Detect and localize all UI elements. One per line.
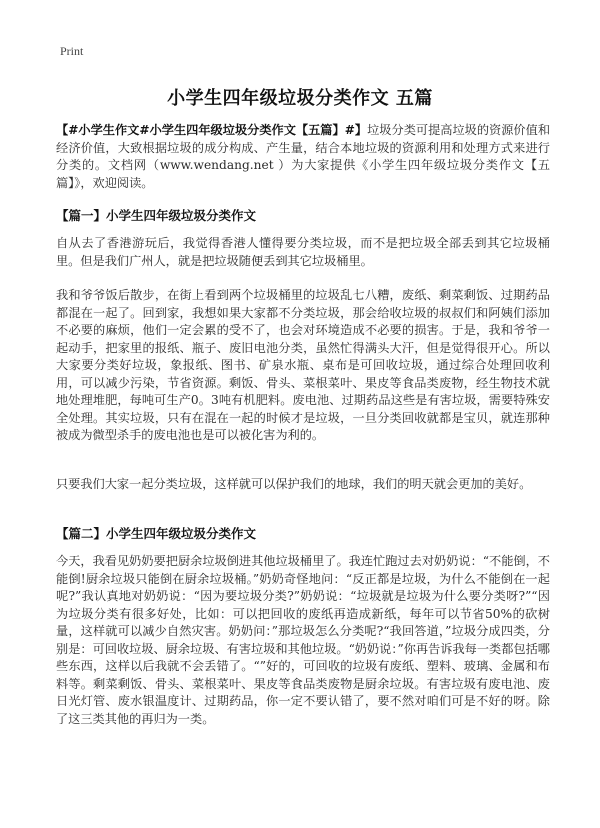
section-1-paragraph-1: 自从去了香港游玩后，我觉得香港人懂得要分类垃圾，而不是把垃圾全部丢到其它垃圾桶里。但是我们广州人，就是把垃圾随便丢到其它垃圾桶里。 bbox=[56, 236, 550, 268]
print-label: Print bbox=[60, 44, 84, 58]
section-heading-2: 【篇二】小学生四年级垃圾分类作文 bbox=[56, 526, 257, 541]
section-heading-1: 【篇一】小学生四年级垃圾分类作文 bbox=[56, 208, 257, 223]
intro-text: 垃圾分类可提高垃圾的资源价值和经济价值，大致根据垃圾的成分构成、产生量，结合本地垃圾的资源利用和处理方式来进行分类的。文档网（www.wendang.net ）为大家提供《小学生四年级垃圾分类作文【五篇】》，欢迎阅读。 bbox=[56, 123, 551, 190]
section-2-paragraph-1: 今天，我看见奶奶要把厨余垃圾倒进其他垃圾桶里了。我连忙跑过去对奶奶说：“不能倒，不能倒!厨余垃圾只能倒在厨余垃圾桶。”奶奶奇怪地问：“反正都是垃圾，为什么不能倒在一起呢?”我认真地对奶奶说：“因为要垃圾分类?”奶奶说：“垃圾就是垃圾为什么要分类呀?”“因为垃圾分类有很多好处，比如：可以把回收的废纸再造成新纸，每年可以节省50%的砍树量，这样就可以减少自然灾害。奶奶问：”那垃圾怎么分类呢?“我回答道，”垃圾分成四类，分别是：可回收垃圾、厨余垃圾、有害垃圾和其他垃圾。“奶奶说：”你再告诉我每一类都包括哪些东西，这样以后我就不会丢错了。“”好的，可回收的垃圾有废纸、塑料、玻璃、金属和布料等。剩菜剩饭、骨头、菜根菜叶、果皮等食品类废物是厨余垃圾。有害垃圾有废电池、废日光灯管、废水银温度计、过期药品，你一定不要认错了，要不然对咱们可是不好的呀。除了这三类其他的再归为一类。 bbox=[56, 554, 550, 726]
section-1-paragraph-3: 只要我们大家一起分类垃圾，这样就可以保护我们的地球，我们的明天就会更加的美好。 bbox=[56, 477, 532, 491]
section-1-paragraph-2: 我和爷爷饭后散步，在街上看到两个垃圾桶里的垃圾乱七八糟，废纸、剩菜剩饭、过期药品都混在一起了。回到家，我想如果大家都不分类垃圾，那会给收垃圾的叔叔们和阿姨们添加不必要的麻烦，他们一定会累的受不了，也会对环境造成不必要的损害。于是，我和爷爷一起动手，把家里的报纸、瓶子、废旧电池分类，虽然忙得满头大汗，但是觉得很开心。所以大家要分类好垃圾，象报纸、图书、矿泉水瓶、桌布是可回收垃圾，通过综合处理回收利用，可以减少污染，节省资源。剩饭、骨头、菜根菜叶、果皮等食品类废物，经生物技术就地处理堆肥，每吨可生产0。3吨有机肥料。废电池、过期药品这些是有害垃圾，需要特殊安全处理。其实垃圾，只有在混在一起的时候才是垃圾，一旦分类回收就都是宝贝，就连那种被成为微型杀手的废电池也是可以被化害为利的。 bbox=[56, 288, 550, 442]
intro-paragraph bbox=[56, 122, 550, 192]
page-title: 小学生四年级垃圾分类作文 五篇 bbox=[167, 88, 433, 109]
intro-tag: 【#小学生作文#小学生四年级垃圾分类作文【五篇】#】 bbox=[56, 123, 368, 137]
